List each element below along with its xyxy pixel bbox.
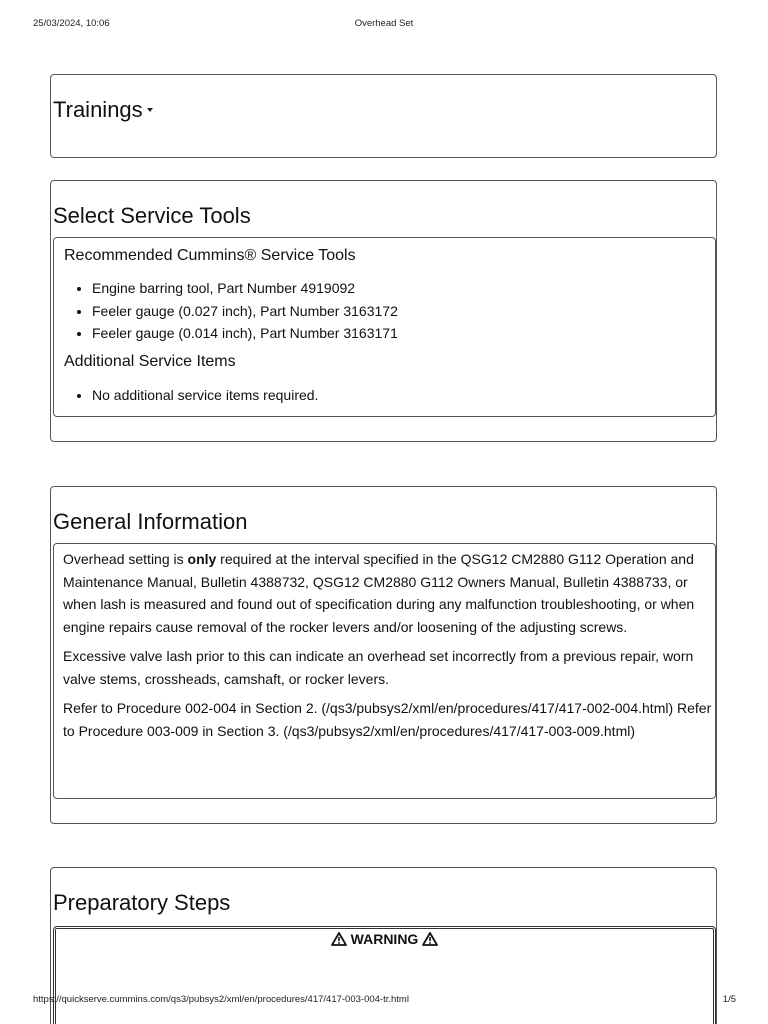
- additional-items-list: [92, 384, 318, 407]
- general-info-paragraph-1: Overhead setting is only required at the interval specified in the QSG12 CM2880 G112 Operation and Maintenance Manual, Bulletin 4388732, QSG12 CM2880 G112 Owners Manual, Bulletin 4388733, or when lash is measured and found out of specification during any malfunction troubleshooting, or when engine repairs cause removal of the rocker levers and/or loosening of the adjusting screws.: [63, 551, 695, 635]
- general-info-paragraph-2: Excessive valve lash prior to this can indicate an overhead set incorrectly from a previous repair, worn valve stems, crossheads, camshaft, or rocker levers.: [63, 648, 694, 687]
- warning-box: [53, 926, 716, 1024]
- list-item: • Feeler gauge (0.014 inch), Part Number 3163171: [92, 322, 398, 345]
- general-info-paragraph-3: Refer to Procedure 002-004 in Section 2. (/qs3/pubsys2/xml/en/procedures/417/417-002-004.html) Refer to Procedure 003-009 in Section 3. (/qs3/pubsys2/xml/en/procedures/417/417-003-009.html): [63, 700, 712, 739]
- recommended-tools-title: Recommended Cummins® Service Tools: [64, 247, 356, 264]
- warning-triangle-icon: [331, 932, 347, 946]
- general-information-panel: [50, 486, 717, 824]
- emphasis-only: only: [187, 551, 217, 567]
- recommended-tools-list: [92, 277, 398, 345]
- general-information-box: [53, 543, 716, 799]
- print-page-title: Overhead Set: [354, 18, 414, 29]
- additional-items-title: Additional Service Items: [64, 353, 236, 370]
- print-url: https://quickserve.cummins.com/qs3/pubsys2/xml/en/procedures/417/417-003-004-tr.html: [33, 994, 409, 1005]
- print-datetime: 25/03/2024, 10:06: [33, 18, 110, 29]
- trainings-title: Trainings: [53, 97, 143, 122]
- service-tools-box: [53, 237, 716, 417]
- warning-header: [56, 931, 713, 947]
- page-number: 1/5: [722, 994, 736, 1005]
- service-tools-title: Select Service Tools: [53, 203, 251, 228]
- trainings-dropdown-toggle[interactable]: [53, 97, 153, 123]
- warning-triangle-icon: [422, 932, 438, 946]
- general-information-title: General Information: [53, 509, 248, 534]
- trainings-panel: [50, 74, 717, 158]
- list-item: • Engine barring tool, Part Number 4919092: [92, 277, 398, 300]
- list-item: • Feeler gauge (0.027 inch), Part Number 3163172: [92, 300, 398, 323]
- caret-down-icon: [147, 108, 153, 112]
- preparatory-steps-title: Preparatory Steps: [53, 890, 231, 915]
- service-tools-panel: [50, 180, 717, 442]
- list-item: • No additional service items required.: [92, 384, 318, 407]
- warning-label: WARNING: [350, 931, 419, 947]
